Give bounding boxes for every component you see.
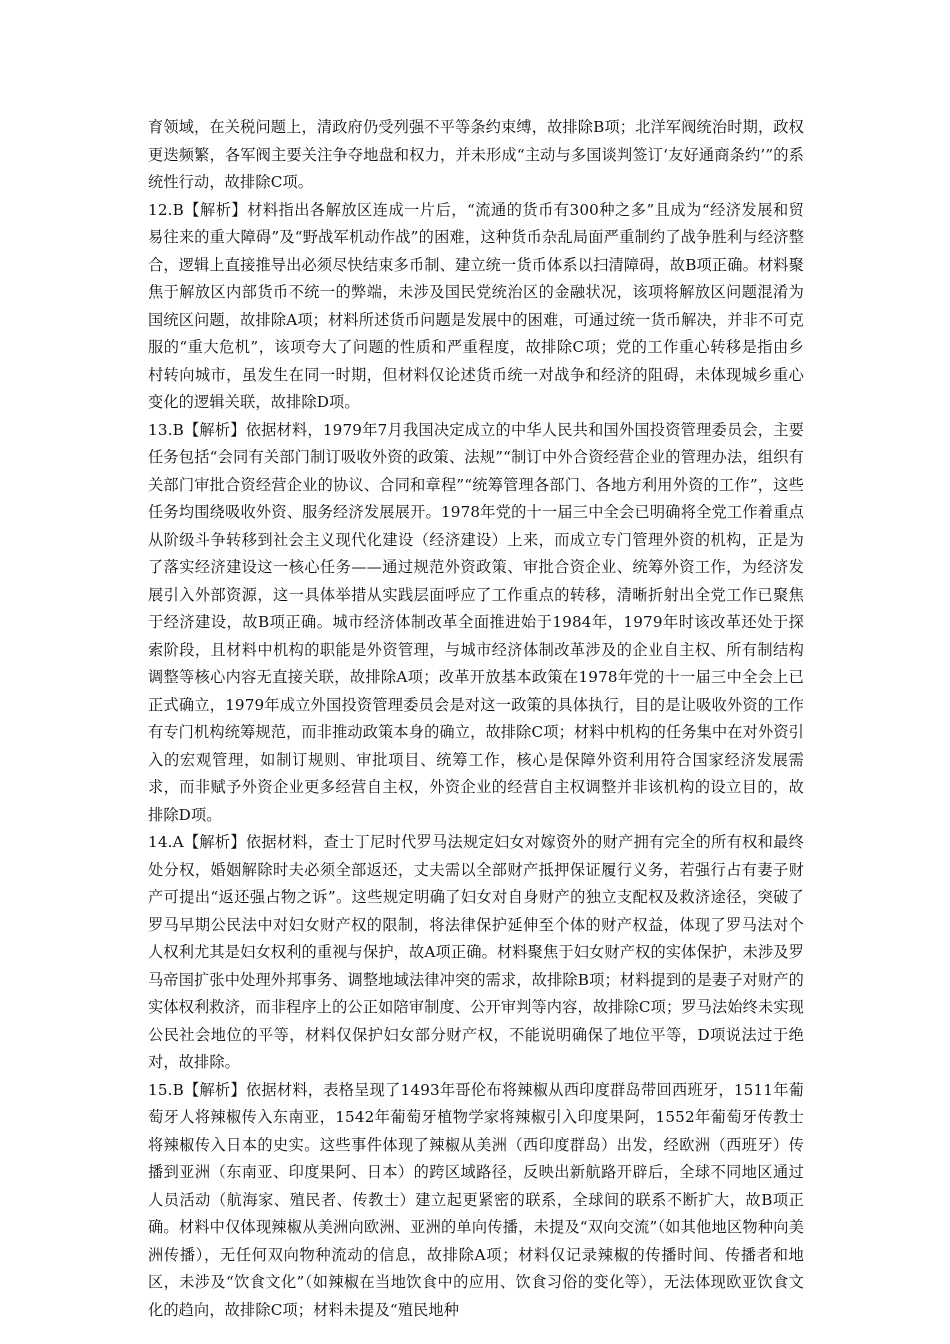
paragraph-text: 材料指出各解放区连成一片后，“流通的货币有300种之多”且成为“经济发展和贸易往来的重大障碍”及“野战军机动作战”的困难，这种货币杂乱局面严重制约了战争胜利与经济整合，逻辑上直接推导出必须尽快结束多币制、建立统一货币体系以扫清障碍，故B项正确。材料聚焦于解放区内部货币不统一的弊端，未涉及国民党统治区的金融状况，该项将解放区问题混淆为国统区问题，故排除A项；材料所述货币问题是发展中的困难，可通过统一货币解决，并非不可克服的“重大危机”，该项夸大了问题的性质和严重程度，故排除C项；党的工作重心转移是指由乡村转向城市，虽发生在同一时期，但材料仅论述货币统一对战争和经济的阻碍，未体现城乡重心变化的逻辑关联，故排除D项。 <box>148 200 804 411</box>
paragraph-answer-15 <box>148 1077 804 1325</box>
paragraph-answer-14 <box>148 829 804 1077</box>
answer-label: 14.A【解析】 <box>148 833 246 851</box>
paragraph-answer-13 <box>148 417 804 830</box>
answer-label: 15.B【解析】 <box>148 1080 246 1099</box>
paragraph-text: 育领域，在关税问题上，清政府仍受列强不平等条约束缚，故排除B项；北洋军阀统治时期，政权更迭频繁，各军阀主要关注争夺地盘和权力，并未形成“主动与多国谈判签订‘友好通商条约’”的系统性行动，故排除C项。 <box>148 118 804 191</box>
answer-label: 13.B【解析】 <box>148 420 246 439</box>
paragraph-answer-12 <box>148 197 804 417</box>
paragraph-continued-11 <box>148 114 804 197</box>
answer-explanations <box>148 114 804 1324</box>
paragraph-text: 依据材料，表格呈现了1493年哥伦布将辣椒从西印度群岛带回西班牙，1511年葡萄牙人将辣椒传入东南亚，1542年葡萄牙植物学家将辣椒引入印度果阿，1552年葡萄牙传教士将辣椒传入日本的史实。这些事件体现了辣椒从美洲（西印度群岛）出发，经欧洲（西班牙）传播到亚洲（东南亚、印度果阿、日本）的跨区域路径，反映出新航路开辟后，全球不同地区通过人员活动（航海家、殖民者、传教士）建立起更紧密的联系，全球间的联系不断扩大，故B项正确。材料中仅体现辣椒从美洲向欧洲、亚洲的单向传播，未提及“双向交流”（如其他地区物种向美洲传播），无任何双向物种流动的信息，故排除A项；材料仅记录辣椒的传播时间、传播者和地区，未涉及“饮食文化”（如辣椒在当地饮食中的应用、饮食习俗的变化等），无法体现欧亚饮食文化的趋向，故排除C项；材料未提及“殖民地种 <box>148 1080 805 1319</box>
answer-label: 12.B【解析】 <box>148 200 248 219</box>
paragraph-text: 依据材料，1979年7月我国决定成立的中华人民共和国外国投资管理委员会，主要任务包括“会同有关部门制订吸收外资的政策、法规”“制订中外合资经营企业的管理办法，组织有关部门审批合资经营企业的协议、合同和章程”“统筹管理各部门、各地方利用外资的工作”，这些任务均围绕吸收外资、服务经济发展展开。1978年党的十一届三中全会已明确将全党工作着重点从阶级斗争转移到社会主义现代化建设（经济建设）上来，而成立专门管理外资的机构，正是为了落实经济建设这一核心任务——通过规范外资政策、审批合资企业、统筹外资工作，为经济发展引入外部资源，这一具体举措从实践层面呼应了工作重点的转移，清晰折射出全党工作已聚焦于经济建设，故B项正确。城市经济体制改革全面推进始于1984年，1979年时该改革还处于探索阶段，且材料中机构的职能是外资管理，与城市经济体制改革涉及的企业自主权、所有制结构调整等核心内容无直接关联，故排除A项；改革开放基本政策在1978年党的十一届三中全会上已正式确立，1979年成立外国投资管理委员会是对这一政策的具体执行，目的是让吸收外资的工作有专门机构统筹规范，而非推动政策本身的确立，故排除C项；材料中机构的任务集中在对外资引入的宏观管理，如制订规则、审批项目、统筹工作，核心是保障外资利用符合国家经济发展需求，而非赋予外资企业更多经营自主权，外资企业的经营自主权调整并非该机构的设立目的，故排除D项。 <box>148 420 804 824</box>
paragraph-text: 依据材料，查士丁尼时代罗马法规定妇女对嫁资外的财产拥有完全的所有权和最终处分权，婚姻解除时夫必须全部返还，丈夫需以全部财产抵押保证履行义务，若强行占有妻子财产可提出“返还强占物之诉”。这些规定明确了妇女对自身财产的独立支配权及救济途径，突破了罗马早期公民法中对妇女财产权的限制，将法律保护延伸至个体的财产权益，体现了罗马法对个人权利尤其是妇女权利的重视与保护，故A项正确。材料聚焦于妇女财产权的实体保护，未涉及罗马帝国扩张中处理外邦事务、调整地域法律冲突的需求，故排除B项；材料提到的是妻子对财产的实体权利救济，而非程序上的公正如陪审制度、公开审判等内容，故排除C项；罗马法始终未实现公民社会地位的平等，材料仅保护妇女部分财产权，不能说明确保了地位平等，D项说法过于绝对，故排除。 <box>148 833 804 1071</box>
